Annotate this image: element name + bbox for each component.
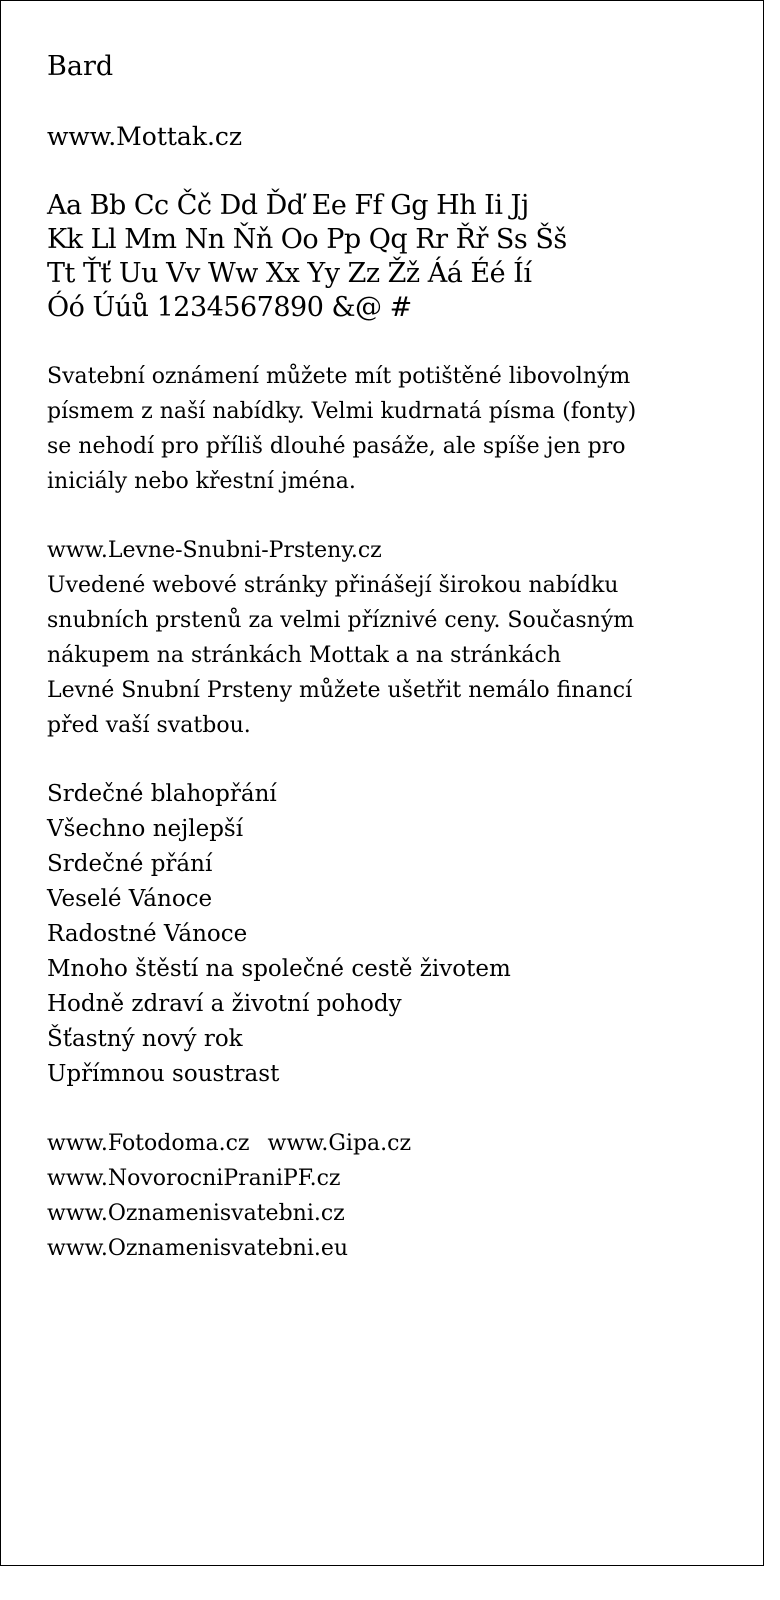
- alphabet-line: Tt Ťť Uu Vv Ww Xx Yy Zz Žž Áá Éé Íí: [47, 258, 532, 289]
- greeting-item: Srdečné přání: [47, 851, 213, 877]
- link-novorocnipranipf: www.NovorocniPraniPF.cz: [47, 1166, 341, 1191]
- link-oznamenisvatebni-cz: www.Oznamenisvatebni.cz: [47, 1201, 345, 1226]
- paragraph-line: Levné Snubní Prsteny můžete ušetřit nemálo financí: [47, 678, 633, 703]
- link-fotodoma: www.Fotodoma.cz: [47, 1131, 250, 1156]
- greeting-item: Všechno nejlepší: [47, 816, 244, 842]
- greeting-item: Šťastný nový rok: [47, 1026, 243, 1052]
- alphabet-line: Aa Bb Cc Čč Dd Ďď Ee Ff Gg Hh Ii Jj: [47, 190, 529, 221]
- font-title: Bard: [47, 51, 114, 82]
- paragraph-rings: [47, 533, 727, 743]
- site-url: www.Mottak.cz: [47, 122, 243, 151]
- links-list: [47, 1126, 727, 1266]
- greetings-list: [47, 777, 727, 1092]
- alphabet-line: Óó Úúů 1234567890 &@ #: [47, 292, 412, 323]
- greeting-item: Veselé Vánoce: [47, 886, 213, 912]
- link-gipa: www.Gipa.cz: [267, 1131, 412, 1156]
- greeting-item: Hodně zdraví a životní pohody: [47, 991, 402, 1017]
- paragraph-line: nákupem na stránkách Mottak a na stránkách: [47, 643, 562, 668]
- alphabet-sample: [47, 189, 727, 325]
- paragraph-line: před vaší svatbou.: [47, 713, 251, 738]
- paragraph-line: Svatební oznámení můžete mít potištěné libovolným: [47, 364, 631, 389]
- link-oznamenisvatebni-eu: www.Oznamenisvatebni.eu: [47, 1236, 349, 1261]
- paragraph-line: se nehodí pro příliš dlouhé pasáže, ale spíše jen pro: [47, 434, 626, 459]
- sample-content: [47, 49, 727, 1266]
- paragraph-line: snubních prstenů za velmi příznivé ceny. Současným: [47, 608, 635, 633]
- greeting-item: Mnoho štěstí na společné cestě životem: [47, 956, 511, 982]
- links-line: [47, 1126, 727, 1161]
- alphabet-line: Kk Ll Mm Nn Ňň Oo Pp Qq Rr Řř Ss Šš: [47, 224, 567, 255]
- paragraph-wedding-announcements: [47, 359, 727, 499]
- paragraph-line: Uvedené webové stránky přinášejí širokou nabídku: [47, 573, 619, 598]
- greeting-item: Upřímnou soustrast: [47, 1061, 280, 1087]
- greeting-item: Radostné Vánoce: [47, 921, 248, 947]
- paragraph-line: písmem z naší nabídky. Velmi kudrnatá písma (fonty): [47, 399, 637, 424]
- greeting-item: Srdečné blahopřání: [47, 781, 277, 807]
- paragraph-line: www.Levne-Snubni-Prsteny.cz: [47, 538, 382, 563]
- paragraph-line: iniciály nebo křestní jména.: [47, 469, 356, 494]
